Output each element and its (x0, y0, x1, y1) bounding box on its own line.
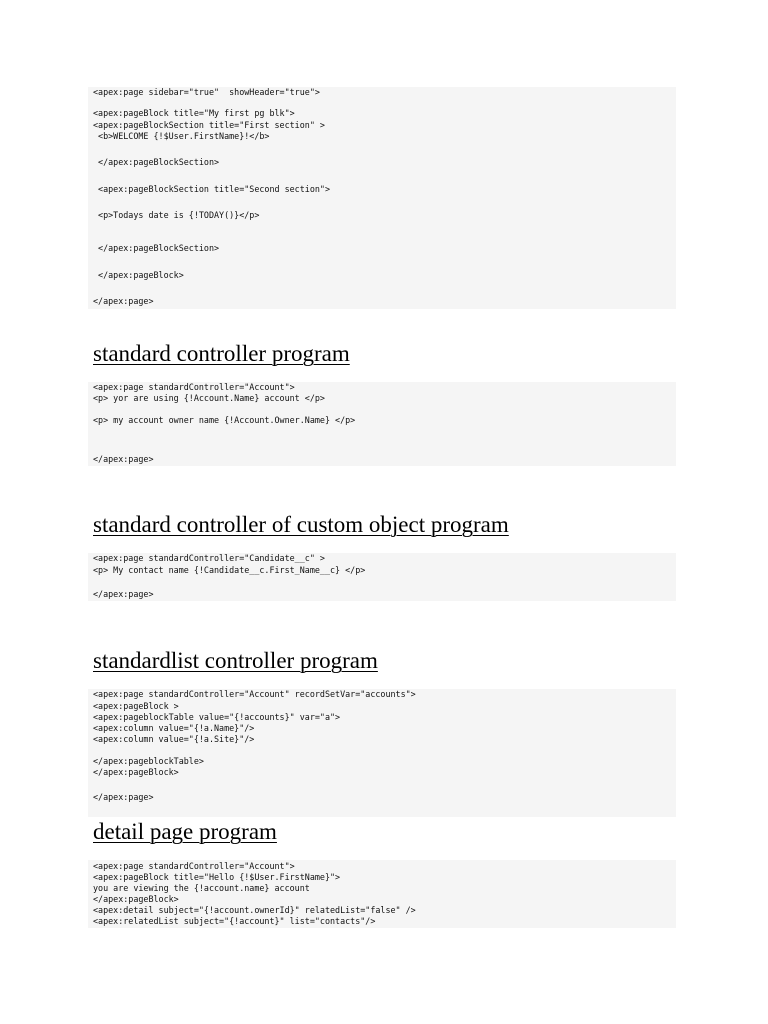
heading-standardlist-controller: standardlist controller program (93, 648, 378, 673)
code-line: you are viewing the {!account.name} account (93, 883, 310, 893)
heading-custom-object-controller: standard controller of custom object program (93, 512, 509, 537)
code-line: <b>WELCOME {!$User.FirstName}!</b> (93, 131, 270, 141)
code-line: <apex:column value="{!a.Name}"/> (93, 723, 255, 733)
code-line: <apex:pageblockTable value="{!accounts}" var="a"> (93, 712, 341, 722)
code-line: <apex:pageBlock > (93, 701, 179, 711)
code-line: <apex:page sidebar="true" showHeader="true"> (93, 87, 320, 97)
code-line: </apex:pageBlockSection> (93, 157, 220, 167)
code-line: <p> My contact name {!Candidate__c.First_Name__c} </p> (93, 565, 366, 575)
code-line: <apex:column value="{!a.Site}"/> (93, 734, 255, 744)
code-block-first-page (88, 87, 676, 309)
code-line: <apex:pageBlock title="Hello {!$User.FirstName}"> (93, 872, 341, 882)
code-line: </apex:pageBlockSection> (93, 243, 220, 253)
heading-detail-page: detail page program (93, 819, 277, 844)
code-line: <p> yor are using {!Account.Name} account </p> (93, 393, 325, 403)
code-line: </apex:page> (93, 296, 154, 306)
code-line: </apex:page> (93, 792, 154, 802)
code-block-standard-controller (88, 382, 676, 466)
code-line: </apex:pageBlock> (93, 894, 179, 904)
code-line: </apex:page> (93, 589, 154, 599)
code-line: </apex:page> (93, 454, 154, 464)
code-line: <apex:page standardController="Account"> (93, 382, 295, 392)
code-line: <p>Todays date is {!TODAY()}</p> (93, 210, 260, 220)
code-line: <apex:page standardController="Account"> (93, 861, 295, 871)
code-line: </apex:pageBlock> (93, 767, 179, 777)
heading-standard-controller: standard controller program (93, 341, 350, 366)
code-line: <apex:pageBlockSection title="Second section"> (93, 184, 330, 194)
code-block-detail-page (88, 860, 676, 928)
code-block-custom-object-controller (88, 553, 676, 601)
code-line: <apex:page standardController="Candidate__c" > (93, 553, 325, 563)
code-line: <apex:pageBlock title="My first pg blk"> (93, 108, 295, 118)
code-line: </apex:pageblockTable> (93, 756, 204, 766)
code-line: <apex:relatedList subject="{!account}" list="contacts"/> (93, 916, 376, 926)
code-line: <apex:detail subject="{!account.ownerId}" relatedList="false" /> (93, 905, 416, 915)
code-line: <p> my account owner name {!Account.Owner.Name} </p> (93, 415, 356, 425)
code-line: <apex:pageBlockSection title="First section" > (93, 120, 325, 130)
code-block-standardlist-controller (88, 689, 676, 817)
code-line: </apex:pageBlock> (93, 270, 184, 280)
code-line: <apex:page standardController="Account" recordSetVar="accounts"> (93, 689, 416, 699)
